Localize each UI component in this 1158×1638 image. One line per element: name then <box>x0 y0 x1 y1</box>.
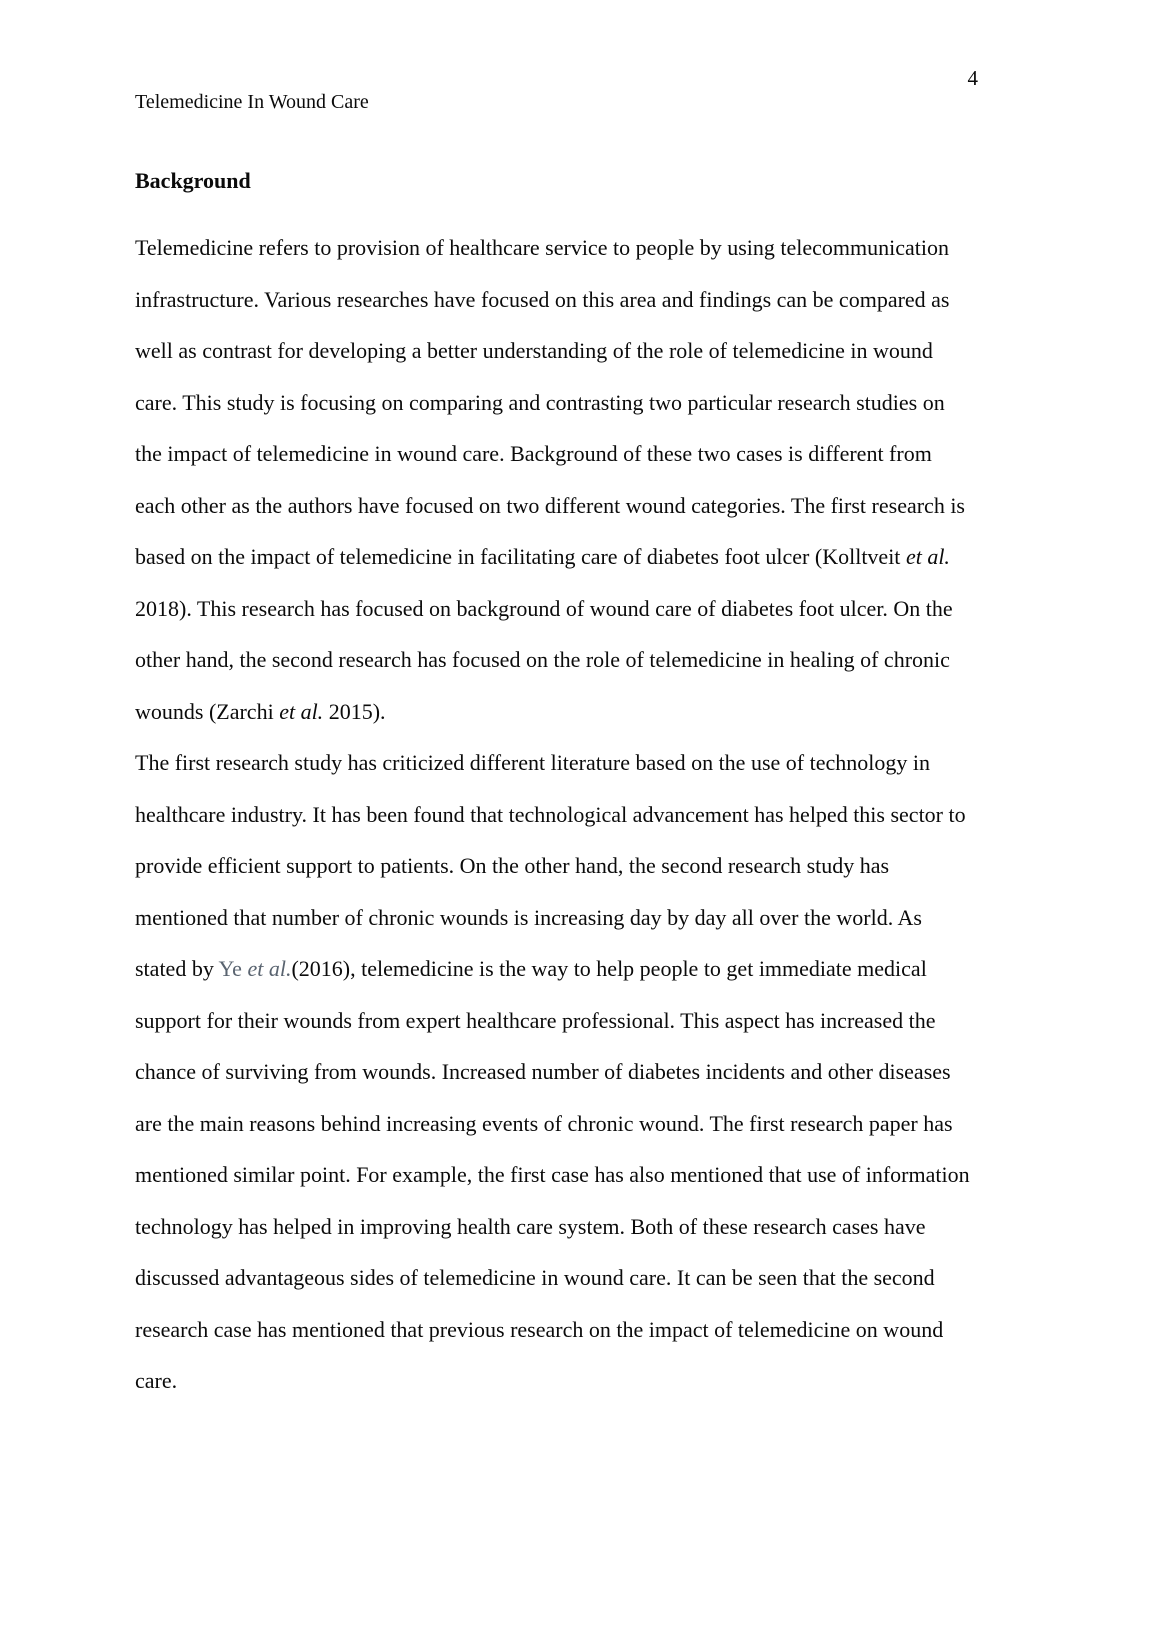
running-head: Telemedicine In Wound Care <box>135 91 369 113</box>
text-segment: Telemedicine refers to provision of healthcare service to people by using telecommunication infrastructure. Various researches have focused on this area and findings can be compared as well as contrast for developing a better understanding of the role of telemedicine in wound care. This study is focusing on comparing and contrasting two particular research studies on the impact of telemedicine in wound care. Background of these two cases is different from each other as the authors have focused on two different wound categories. The first research is based on the impact of telemedicine in facilitating care of diabetes foot ulcer (Kolltveit <box>135 235 965 569</box>
paragraph-background-1 <box>135 222 975 737</box>
text-segment: 2015). <box>323 698 386 724</box>
paragraph-background-2 <box>135 737 975 1407</box>
text-segment: et al. <box>247 956 292 981</box>
text-segment: et al. <box>279 698 324 724</box>
text-segment: (2016), telemedicine is the way to help people to get immediate medical support for their wounds from expert healthcare professional. This aspect has increased the chance of surviving from wounds. Increased number of diabetes incidents and other diseases are the main reasons behind increasing events of chronic wound. The first research paper has mentioned similar point. For example, the first case has also mentioned that use of information technology has helped in improving health care system. Both of these research cases have discussed advantageous sides of telemedicine in wound care. It can be seen that the second research case has mentioned that previous research on the impact of telemedicine on wound care. <box>135 956 970 1393</box>
text-segment: The first research study has criticized different literature based on the use of technology in healthcare industry. It has been found that technological advancement has helped this sector to provide efficient support to patients. On the other hand, the second research study has mentioned that number of chronic wounds is increasing day by day all over the world. As stated by <box>135 750 966 981</box>
section-heading: Background <box>135 168 251 193</box>
text-segment: 2018). This research has focused on background of wound care of diabetes foot ulcer. On the other hand, the second research has focused on the role of telemedicine in healing of chronic wounds (Zarchi <box>135 595 953 724</box>
text-segment: Ye <box>218 956 248 981</box>
text-segment: et al. <box>905 544 950 569</box>
document-content <box>135 166 975 1407</box>
page-number: 4 <box>967 66 978 90</box>
